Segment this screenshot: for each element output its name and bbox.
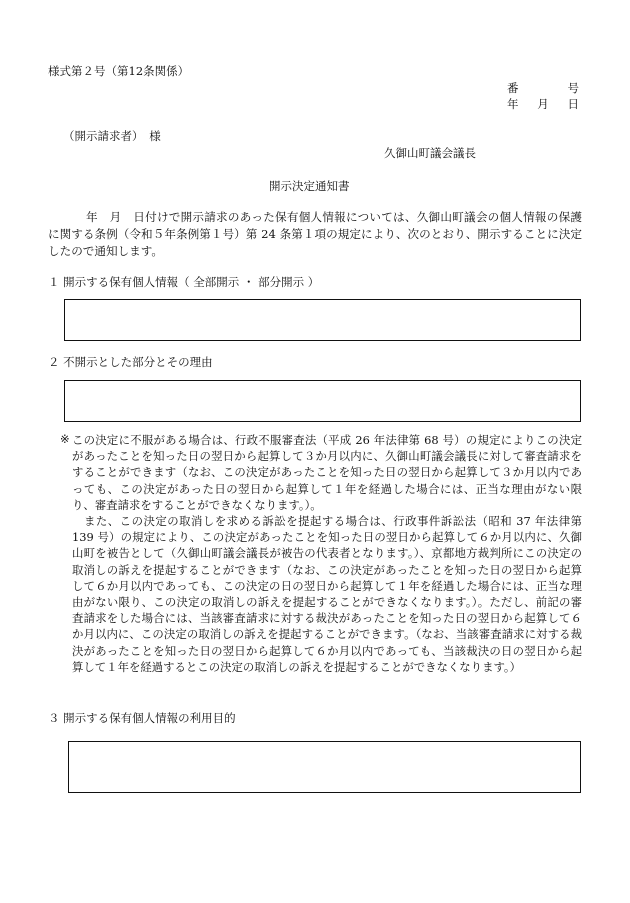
addressee: （開示請求者） 様 bbox=[63, 129, 161, 143]
document-title: 開示決定通知書 bbox=[269, 179, 350, 193]
document-number-line bbox=[507, 80, 579, 96]
number-suffix: 号 bbox=[567, 81, 579, 95]
disclosed-info-box bbox=[64, 299, 581, 341]
form-label: 様式第２号（第12条関係） bbox=[48, 64, 190, 78]
date-month: 月 bbox=[537, 97, 549, 111]
sender: 久御山町議会議長 bbox=[384, 146, 476, 160]
undisclosed-reason-box bbox=[64, 380, 581, 422]
section-2-heading: ２ 不開示とした部分とその理由 bbox=[48, 355, 213, 369]
intro-paragraph: 年 月 日付けで開示請求のあった保有個人情報については、久御山町議会の個人情報の保護に関する条例（令和５年条例第１号）第 24 条第１項の規定により、次のとおり、開示することに決定したので通知します。 bbox=[48, 210, 582, 258]
note-review-request: この決定に不服がある場合は、行政不服審査法（平成 26 年法律第 68 号）の規定によりこの決定があったことを知った日の翌日から起算して３か月以内に、久御山町議会議長に対して審査請求をすることができます（なお、この決定があったことを知った日の翌日から起算して３か月以内であっても、この決定があった日の翌日から起算して１年を経過した場合には、正当な理由がない限り、審査請求をすることができなくなります。）。 bbox=[72, 433, 582, 512]
document-date-line bbox=[507, 96, 579, 112]
section-3-heading: ３ 開示する保有個人情報の利用目的 bbox=[48, 711, 236, 725]
note-lawsuit: また、この決定の取消しを求める訴訟を提起する場合は、行政事件訴訟法（昭和 37 年法律第 139 号）の規定により、この決定があったことを知った日の翌日から起算して６か月以内に、久御山町を被告として（久御山町議会議長が被告の代表者となります。）、京都地方裁判所にこの決定の取消しの訴えを提起することができます（なお、この決定があったことを知った日の翌日から起算して６か月以内であっても、この決定の日の翌日から起算して１年を経過した場合には、正当な理由がない限り、この決定の取消しの訴えを提起することができなくなります。）。ただし、前記の審査請求をした場合には、当該審査請求に対する裁決があったことを知った日の翌日から起算して６か月以内に、この決定の取消しの訴えを提起することができます。（なお、当該審査請求に対する裁決があったことを知った日の翌日から起算して６か月以内であっても、当該裁決の日の翌日から起算して１年を経過するとこの決定の取消しの訴えを提起することができなくなります。） bbox=[72, 514, 582, 674]
section-1-heading: １ 開示する保有個人情報（ 全部開示 ・ 部分開示 ） bbox=[48, 275, 320, 289]
appeal-notes bbox=[72, 432, 582, 675]
number-label: 番 bbox=[507, 81, 519, 95]
date-day: 日 bbox=[567, 97, 579, 111]
note-mark: ※ bbox=[60, 432, 70, 446]
usage-purpose-box bbox=[68, 741, 581, 793]
date-year: 年 bbox=[507, 97, 519, 111]
